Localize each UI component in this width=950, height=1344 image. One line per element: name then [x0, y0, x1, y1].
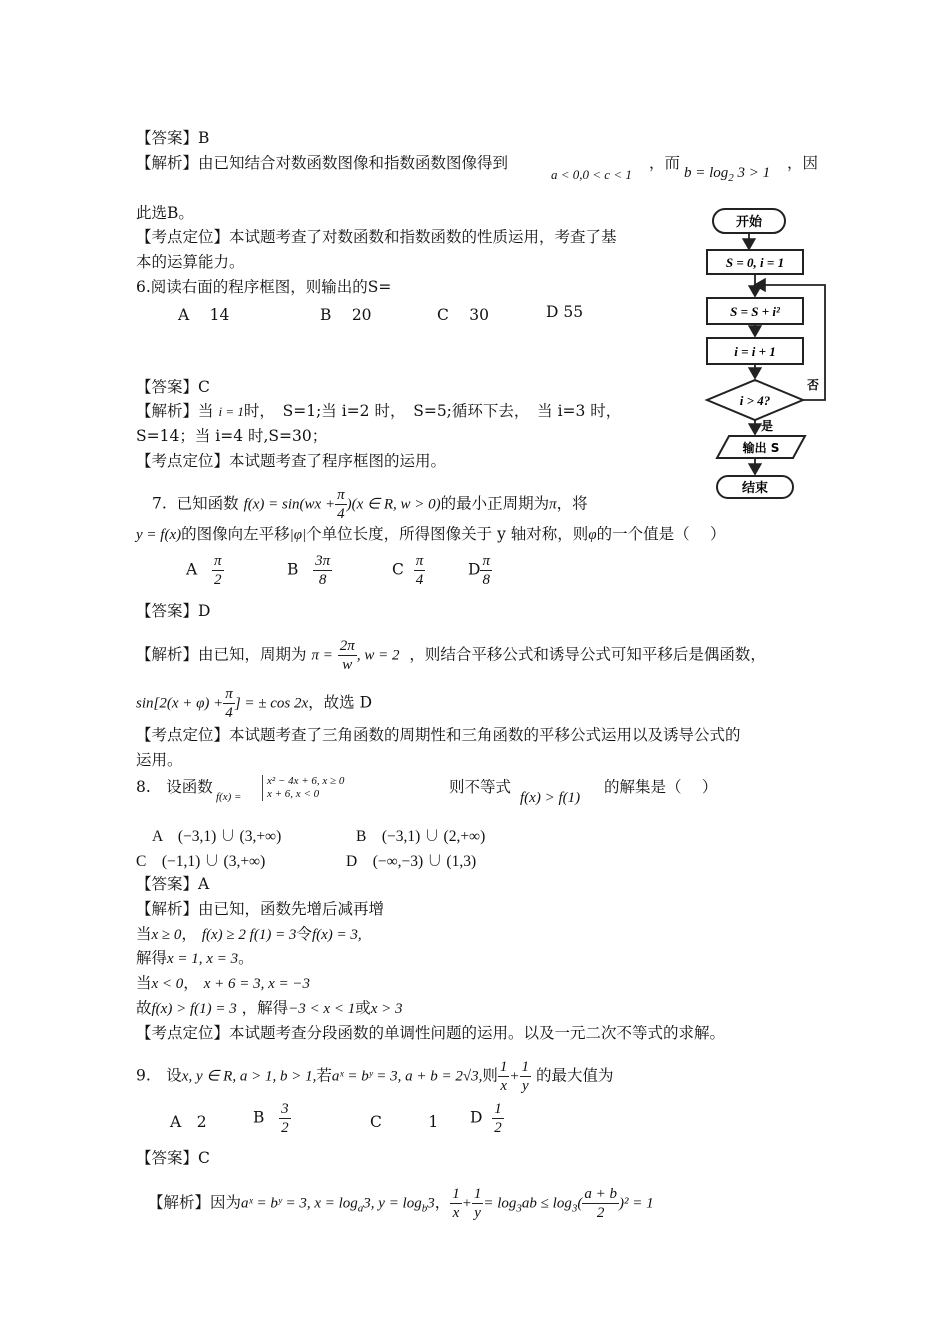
q8-option-b: B (−3,1) ∪ (2,+∞) — [356, 828, 486, 845]
q6-option-b: B 20 — [320, 306, 372, 324]
q6-analysis: 【解析】当 i = 1时， S=1;当 i=2 时， S=5;循环下去， 当 i=3 时， — [136, 402, 622, 420]
q9-option-b: B $\frac{3}{2}$ — [253, 1101, 289, 1136]
q5-conclusion: 此选B。 — [136, 204, 194, 222]
q5-answer: 【答案】B — [136, 129, 210, 147]
q8-stem: 8. 设函数 — [136, 778, 213, 796]
q8-option-d: D (−∞,−3) ∪ (1,3) — [346, 853, 477, 870]
flow-init-label: S = 0, i = 1 — [725, 255, 785, 270]
fraction: $\frac{\pi}{4}$ — [337, 487, 345, 522]
q7-option-a: A $\frac{\pi}{2}$ — [186, 553, 222, 588]
q8-option-c: C (−1,1) ∪ (3,+∞) — [136, 853, 266, 870]
q5-kaodian-cont: 本的运算能力。 — [136, 253, 245, 271]
q8-answer: 【答案】A — [136, 875, 210, 893]
q9-stem: 9. 设x, y ∈ R, a > 1, b > 1,若aˣ = bʸ = 3, a + b = 2√3,则 $\frac{1}{x}$ + $\frac{1}{y}$ 的最大值为 — [136, 1059, 614, 1094]
flow-start-label: 开始 — [735, 215, 763, 230]
q9-analysis: 【解析】因为aˣ = bʸ = 3, $x = \log_a3$, $y = \log_b3$， $\frac{1}{x}$ + $\frac{1}{y}$ = $\log_3ab \le \log_3$( $\frac{a + b}{2}$ )² = 1 — [148, 1186, 654, 1221]
q8-piecewise: x² − 4x + 6, x ≥ 0 x + 6, x < 0 — [262, 775, 344, 801]
program-flowchart — [695, 197, 835, 507]
q6-option-a: A 14 — [178, 306, 230, 324]
kaodian-label: 【考点定位】 — [136, 228, 230, 246]
q6-stem: 6.阅读右面的程序框图，则输出的S= — [136, 278, 392, 296]
q6-analysis-cont: S=14；当 i=4 时,S=30； — [136, 427, 328, 445]
q5-kaodian: 【考点定位】本试题考查了对数函数和指数函数的性质运用，考查了基 — [136, 228, 617, 246]
q8-step3: 当x < 0， x + 6 = 3, x = −3 — [136, 974, 311, 992]
q6-option-c: C 30 — [437, 306, 490, 324]
q8-option-a: A (−3,1) ∪ (3,+∞) — [152, 828, 282, 845]
flow-decision-label: i > 4? — [739, 393, 771, 408]
q8-kaodian: 【考点定位】本试题考查分段函数的单调性问题的运用。以及一元二次不等式的求解。 — [136, 1024, 726, 1042]
q9-option-a: A 2 — [170, 1113, 207, 1131]
q5-cond-b: $b = \log_2 3 > 1$ — [684, 165, 771, 184]
q7-answer: 【答案】D — [136, 602, 211, 620]
q8-step2: 解得x = 1, x = 3。 — [136, 949, 254, 967]
q7-option-b: B $\frac{3\pi}{8}$ — [287, 553, 331, 588]
q9-answer: 【答案】C — [136, 1149, 210, 1167]
q5-conj-er: ，而 — [649, 154, 681, 172]
flow-no-label: 否 — [807, 378, 820, 392]
q5-analysis-line — [136, 153, 508, 173]
analysis-label: 【解析】 — [136, 154, 199, 172]
q9-option-c: C 1 — [370, 1113, 439, 1131]
q7-kaodian-cont: 运用。 — [136, 751, 183, 769]
q5-cond-a: a < 0,0 < c < 1 — [551, 167, 632, 182]
q7-option-c: C $\frac{\pi}{4}$ — [392, 553, 424, 588]
q7-kaodian: 【考点定位】本试题考查了三角函数的周期性和三角函数的平移公式运用以及诱导公式的 — [136, 726, 741, 744]
q8-stem-b: 则不等式 — [449, 778, 512, 796]
q9-option-d: D $\frac{1}{2}$ — [470, 1101, 502, 1136]
q7-option-d: D $\frac{\pi}{8}$ — [468, 553, 490, 588]
q7-stem: 7. 已知函数 f(x) = sin(wx + $\frac{\pi}{4}$ )(x ∈ R, w > 0)的最小正周期为π，将 — [152, 487, 588, 522]
q8-inequality: f(x) > f(1) — [520, 790, 581, 806]
q6-option-d: D 55 — [546, 303, 584, 321]
q8-piecewise-f: f(x) = — [216, 791, 242, 803]
flow-yes-label: 是 — [761, 419, 774, 433]
flow-update-s-label: S = S + i² — [730, 304, 780, 319]
q6-answer: 【答案】C — [136, 378, 210, 396]
flow-output-label: 输出 S — [742, 441, 780, 455]
q7-analysis-formula: sin[2(x + φ) + $\frac{\pi}{4}$ ] = ± cos 2x，故选 D — [136, 686, 373, 721]
q8-analysis: 【解析】由已知，函数先增后减再增 — [136, 900, 385, 918]
q7-analysis: 【解析】由已知，周期为 π = $\frac{2\pi}{w}$ , w = 2 ，则结合平移公式和诱导公式可知平移后是偶函数， — [136, 638, 766, 673]
analysis-text: 由已知结合对数函数图像和指数函数图像得到 — [198, 154, 509, 172]
q6-kaodian: 【考点定位】本试题考查了程序框图的运用。 — [136, 452, 447, 470]
q8-step1: 当x ≥ 0， f(x) ≥ 2 f(1) = 3令f(x) = 3, — [136, 925, 362, 943]
flow-end-label: 结束 — [741, 481, 769, 496]
flow-update-i-label: i = i + 1 — [734, 344, 776, 359]
q5-conj-yin: ，因 — [787, 154, 819, 172]
q8-step4: 故f(x) > f(1) = 3 ，解得−3 < x < 1或x > 3 — [136, 999, 403, 1017]
q8-stem-c: 的解集是（ ） — [604, 778, 718, 796]
q7-stem-cont: y = f(x)的图像向左平移|φ|个单位长度，所得图像关于 y 轴对称，则φ的一个值是（ ） — [136, 525, 726, 543]
